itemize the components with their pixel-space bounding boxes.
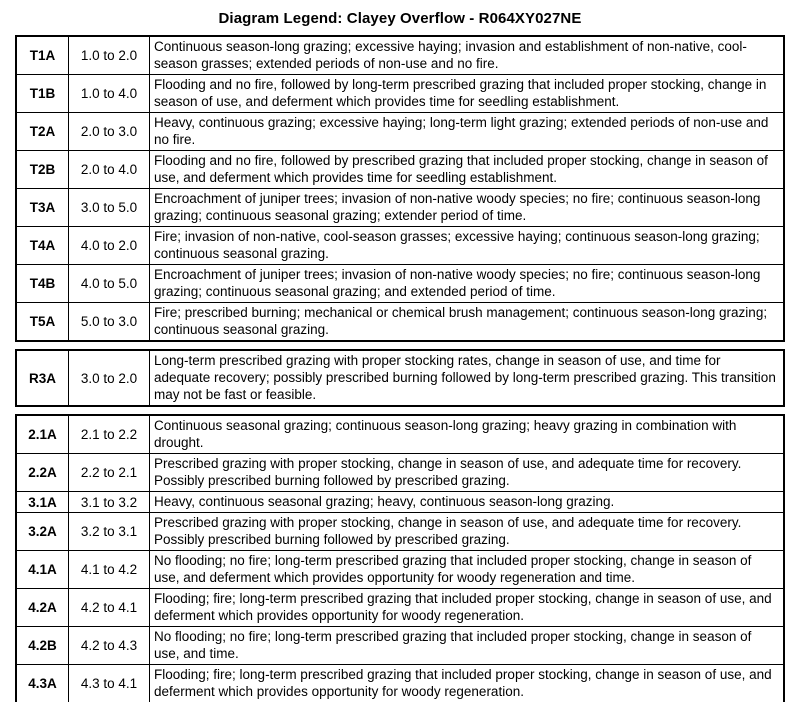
pathway-range: 4.3 to 4.1 <box>69 665 150 702</box>
pathway-code: T4A <box>16 227 69 265</box>
pathway-range: 3.2 to 3.1 <box>69 513 150 551</box>
pathway-code: T3A <box>16 189 69 227</box>
pathway-description: Fire; prescribed burning; mechanical or chemical brush management; continuous season-long grazing; continuous seasonal grazing. <box>150 303 785 342</box>
pathway-description: Prescribed grazing with proper stocking, change in season of use, and adequate time for recovery. Possibly prescribed burning followed by prescribed grazing. <box>150 513 785 551</box>
pathway-description: Fire; invasion of non-native, cool-season grasses; excessive haying; continuous season-long grazing; continuous seasonal grazing. <box>150 227 785 265</box>
legend-row <box>16 415 784 454</box>
pathway-description: Encroachment of juniper trees; invasion of non-native woody species; no fire; continuous season-long grazing; continuous seasonal grazing; extender period of time. <box>150 189 785 227</box>
restoration-pathway-table <box>15 349 785 407</box>
legend-row <box>16 665 784 702</box>
pathway-code: 3.2A <box>16 513 69 551</box>
legend-row <box>16 227 784 265</box>
pathway-range: 3.0 to 5.0 <box>69 189 150 227</box>
pathway-code: T4B <box>16 265 69 303</box>
pathway-range: 3.0 to 2.0 <box>69 350 150 406</box>
pathway-range: 4.2 to 4.1 <box>69 589 150 627</box>
pathway-code: T2B <box>16 151 69 189</box>
pathway-code: T5A <box>16 303 69 342</box>
pathway-code: 4.2B <box>16 627 69 665</box>
legend-row <box>16 36 784 75</box>
pathway-description: Encroachment of juniper trees; invasion of non-native woody species; no fire; continuous season-long grazing; continuous seasonal grazing; and extended period of time. <box>150 265 785 303</box>
pathway-description: Flooding; fire; long-term prescribed grazing that included proper stocking, change in season of use, and deferment which provides opportunity for woody regeneration. <box>150 665 785 702</box>
legend-row <box>16 492 784 513</box>
legend-row <box>16 303 784 342</box>
legend-row <box>16 350 784 406</box>
pathway-range: 1.0 to 2.0 <box>69 36 150 75</box>
legend-row <box>16 75 784 113</box>
legend-row <box>16 627 784 665</box>
pathway-range: 2.0 to 3.0 <box>69 113 150 151</box>
pathway-range: 5.0 to 3.0 <box>69 303 150 342</box>
legend-row <box>16 151 784 189</box>
legend-row <box>16 265 784 303</box>
pathway-description: Heavy, continuous seasonal grazing; heavy, continuous season-long grazing. <box>150 492 785 513</box>
community-pathways-table <box>15 414 785 702</box>
pathway-range: 4.0 to 5.0 <box>69 265 150 303</box>
legend-tables-container <box>0 35 800 702</box>
pathway-code: 4.1A <box>16 551 69 589</box>
pathway-description: Prescribed grazing with proper stocking, change in season of use, and adequate time for recovery. Possibly prescribed burning followed by prescribed grazing. <box>150 454 785 492</box>
pathway-code: 2.2A <box>16 454 69 492</box>
legend-row <box>16 189 784 227</box>
legend-row <box>16 454 784 492</box>
pathway-description: Continuous season-long grazing; excessive haying; invasion and establishment of non-native, cool-season grasses; extended periods of non-use and no fire. <box>150 36 785 75</box>
pathway-code: T2A <box>16 113 69 151</box>
pathway-description: Flooding; fire; long-term prescribed grazing that included proper stocking, change in season of use, and deferment which provides opportunity for woody regeneration. <box>150 589 785 627</box>
pathway-range: 1.0 to 4.0 <box>69 75 150 113</box>
page-title: Diagram Legend: Clayey Overflow - R064XY027NE <box>218 10 582 27</box>
pathway-range: 2.1 to 2.2 <box>69 415 150 454</box>
pathway-code: T1B <box>16 75 69 113</box>
pathway-range: 4.2 to 4.3 <box>69 627 150 665</box>
pathway-range: 4.0 to 2.0 <box>69 227 150 265</box>
legend-row <box>16 113 784 151</box>
pathway-description: Long-term prescribed grazing with proper stocking rates, change in season of use, and time for adequate recovery; possibly prescribed burning followed by long-term prescribed grazing. This transition may not be fast or feasible. <box>150 350 785 406</box>
pathway-description: Continuous seasonal grazing; continuous season-long grazing; heavy grazing in combination with drought. <box>150 415 785 454</box>
pathway-code: T1A <box>16 36 69 75</box>
pathway-range: 2.0 to 4.0 <box>69 151 150 189</box>
pathway-description: No flooding; no fire; long-term prescribed grazing that included proper stocking, change in season of use, and time. <box>150 627 785 665</box>
pathway-code: 4.2A <box>16 589 69 627</box>
legend-row <box>16 513 784 551</box>
pathway-description: Heavy, continuous grazing; excessive haying; long-term light grazing; extended periods of non-use and no fire. <box>150 113 785 151</box>
transitions-table <box>15 35 785 342</box>
legend-row <box>16 589 784 627</box>
pathway-description: Flooding and no fire, followed by prescribed grazing that included proper stocking, change in season of use, and deferment which provides time for seedling establishment. <box>150 151 785 189</box>
pathway-description: No flooding; no fire; long-term prescribed grazing that included proper stocking, change in season of use, and deferment which provides opportunity for woody regeneration and time. <box>150 551 785 589</box>
pathway-code: 3.1A <box>16 492 69 513</box>
pathway-range: 4.1 to 4.2 <box>69 551 150 589</box>
pathway-range: 2.2 to 2.1 <box>69 454 150 492</box>
pathway-code: R3A <box>16 350 69 406</box>
pathway-range: 3.1 to 3.2 <box>69 492 150 513</box>
legend-row <box>16 551 784 589</box>
pathway-code: 2.1A <box>16 415 69 454</box>
pathway-description: Flooding and no fire, followed by long-term prescribed grazing that included proper stocking, change in season of use, and deferment which provides time for seedling establishment. <box>150 75 785 113</box>
pathway-code: 4.3A <box>16 665 69 702</box>
